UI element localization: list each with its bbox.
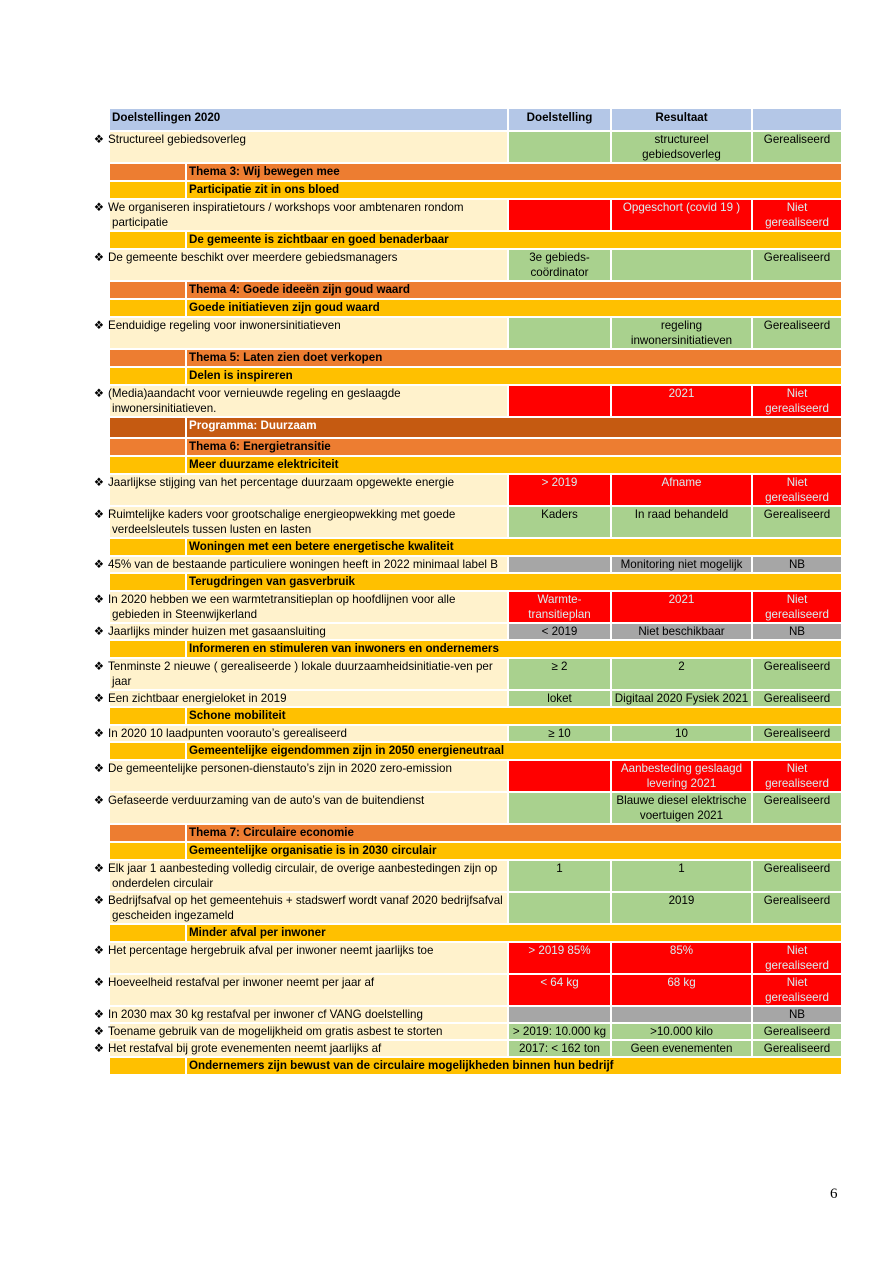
- result-cell: 2019: [612, 893, 751, 923]
- column-header-resultaat: Resultaat: [612, 109, 751, 130]
- subtheme-heading-row: [110, 843, 841, 859]
- subtheme-heading-row: [110, 300, 841, 316]
- goal-text: Jaarlijkse stijging van het percentage duurzaam opgewekte energie: [108, 476, 455, 489]
- goal-description: [93, 691, 507, 706]
- bullet-icon: ❖: [93, 944, 105, 957]
- table-row: [110, 132, 841, 162]
- goal-description: [93, 761, 507, 791]
- goal-text: Gefaseerde verduurzaming van de auto’s van de buitendienst: [108, 794, 425, 807]
- goal-description: [93, 557, 507, 572]
- goal-text: Eenduidige regeling voor inwonersinitiatieven: [108, 319, 341, 332]
- heading-spacer: [110, 708, 185, 724]
- goal-description: [93, 475, 507, 505]
- target-value-cell: > 2019: [509, 475, 610, 505]
- bullet-icon: ❖: [93, 558, 105, 571]
- bullet-icon: ❖: [93, 625, 105, 638]
- goal-description: [93, 592, 507, 622]
- bullet-icon: ❖: [93, 794, 105, 807]
- status-cell: Gerealiseerd: [753, 726, 841, 741]
- heading-label: Terugdringen van gasverbruik: [187, 574, 841, 590]
- table-row: [110, 1024, 841, 1039]
- goal-text: Structureel gebiedsoverleg: [108, 133, 246, 146]
- goal-description: [93, 893, 507, 923]
- result-cell: 68 kg: [612, 975, 751, 1005]
- bullet-icon: ❖: [93, 251, 105, 264]
- table-body: [93, 109, 841, 1074]
- status-cell: NB: [753, 624, 841, 639]
- subtheme-heading-row: [110, 368, 841, 384]
- heading-label: Informeren en stimuleren van inwoners en ondernemers: [187, 641, 841, 657]
- goal-description: [93, 1007, 507, 1022]
- doelstellingen-table: [93, 107, 843, 1076]
- result-cell: [612, 1007, 751, 1022]
- heading-spacer: [110, 232, 185, 248]
- result-cell: 85%: [612, 943, 751, 973]
- page-number: 6: [830, 1186, 838, 1202]
- status-cell: NB: [753, 1007, 841, 1022]
- target-value-cell: Warmte-transitieplan: [509, 592, 610, 622]
- target-value-cell: > 2019 85%: [509, 943, 610, 973]
- program-heading-row: [110, 418, 841, 437]
- heading-spacer: [110, 925, 185, 941]
- goal-description: [93, 975, 507, 1005]
- subtheme-heading-row: [110, 539, 841, 555]
- bullet-icon: ❖: [93, 319, 105, 332]
- goal-text: Ruimtelijke kaders voor grootschalige energieopwekking met goede verdeelsleutels tussen lusten en lasten: [108, 508, 456, 536]
- table-row: [110, 761, 841, 791]
- status-cell: Niet gerealiseerd: [753, 975, 841, 1005]
- heading-spacer: [110, 350, 185, 366]
- goal-description: [93, 659, 507, 689]
- heading-label: Thema 3: Wij bewegen mee: [187, 164, 841, 180]
- heading-label: Delen is inspireren: [187, 368, 841, 384]
- result-cell: Niet beschikbaar: [612, 624, 751, 639]
- heading-spacer: [110, 439, 185, 455]
- goal-text: Hoeveelheid restafval per inwoner neemt per jaar af: [108, 976, 375, 989]
- goal-description: [93, 318, 507, 348]
- target-value-cell: [509, 318, 610, 348]
- bullet-icon: ❖: [93, 727, 105, 740]
- result-cell: 2021: [612, 386, 751, 416]
- target-value-cell: [509, 761, 610, 791]
- goal-text: In 2020 10 laadpunten voorauto’s gerealiseerd: [108, 727, 347, 740]
- table-row: [110, 793, 841, 823]
- heading-label: De gemeente is zichtbaar en goed benaderbaar: [187, 232, 841, 248]
- status-cell: Gerealiseerd: [753, 318, 841, 348]
- subtheme-heading-row: [110, 574, 841, 590]
- goal-text: Tenminste 2 nieuwe ( gerealiseerde ) lokale duurzaamheidsinitiatie-ven per jaar: [108, 660, 493, 688]
- result-cell: Monitoring niet mogelijk: [612, 557, 751, 572]
- table-row: [110, 624, 841, 639]
- status-cell: Gerealiseerd: [753, 793, 841, 823]
- status-cell: Gerealiseerd: [753, 691, 841, 706]
- goal-description: [93, 943, 507, 973]
- table-row: [110, 557, 841, 572]
- goal-description: [93, 793, 507, 823]
- subtheme-heading-row: [110, 182, 841, 198]
- subtheme-heading-row: [110, 1058, 841, 1074]
- goal-text: Bedrijfsafval op het gemeentehuis + stadswerf wordt vanaf 2020 bedrijfsafval gescheiden ingezameld: [108, 894, 503, 922]
- target-value-cell: [509, 793, 610, 823]
- target-value-cell: [509, 1007, 610, 1022]
- result-cell: Blauwe diesel elektrische voertuigen 2021: [612, 793, 751, 823]
- status-cell: Gerealiseerd: [753, 861, 841, 891]
- table-row: [110, 200, 841, 230]
- theme-heading-row: [110, 350, 841, 366]
- heading-label: Thema 5: Laten zien doet verkopen: [187, 350, 841, 366]
- heading-spacer: [110, 743, 185, 759]
- table-row: [110, 691, 841, 706]
- heading-spacer: [110, 300, 185, 316]
- goal-text: De gemeentelijke personen-dienstauto’s zijn in 2020 zero-emission: [108, 762, 452, 775]
- result-cell: 2: [612, 659, 751, 689]
- heading-spacer: [110, 182, 185, 198]
- heading-label: Thema 4: Goede ideeën zijn goud waard: [187, 282, 841, 298]
- table-row: [110, 1041, 841, 1056]
- table-row: [110, 726, 841, 741]
- bullet-icon: ❖: [93, 894, 105, 907]
- target-value-cell: Kaders: [509, 507, 610, 537]
- goal-text: Toename gebruik van de mogelijkheid om gratis asbest te storten: [108, 1025, 443, 1038]
- result-cell: 2021: [612, 592, 751, 622]
- subtheme-heading-row: [110, 743, 841, 759]
- goal-text: Een zichtbaar energieloket in 2019: [108, 692, 287, 705]
- heading-spacer: [110, 539, 185, 555]
- result-cell: Geen evenementen: [612, 1041, 751, 1056]
- bullet-icon: ❖: [93, 387, 105, 400]
- goal-text: We organiseren inspiratietours / workshops voor ambtenaren rondom participatie: [108, 201, 464, 229]
- status-cell: Niet gerealiseerd: [753, 761, 841, 791]
- result-cell: 10: [612, 726, 751, 741]
- heading-label: Thema 6: Energietransitie: [187, 439, 841, 455]
- status-cell: Niet gerealiseerd: [753, 475, 841, 505]
- table-row: [110, 893, 841, 923]
- heading-label: Thema 7: Circulaire economie: [187, 825, 841, 841]
- bullet-icon: ❖: [93, 1008, 105, 1021]
- goal-text: De gemeente beschikt over meerdere gebiedsmanagers: [108, 251, 398, 264]
- subtheme-heading-row: [110, 641, 841, 657]
- column-header-status: [753, 109, 841, 130]
- heading-label: Participatie zit in ons bloed: [187, 182, 841, 198]
- bullet-icon: ❖: [93, 660, 105, 673]
- target-value-cell: > 2019: 10.000 kg: [509, 1024, 610, 1039]
- heading-spacer: [110, 641, 185, 657]
- theme-heading-row: [110, 439, 841, 455]
- result-cell: Aanbesteding geslaagd levering 2021: [612, 761, 751, 791]
- status-cell: Gerealiseerd: [753, 507, 841, 537]
- heading-label: Schone mobiliteit: [187, 708, 841, 724]
- heading-spacer: [110, 282, 185, 298]
- result-cell: [612, 250, 751, 280]
- goal-description: [93, 1041, 507, 1056]
- result-cell: Opgeschort (covid 19 ): [612, 200, 751, 230]
- status-cell: Niet gerealiseerd: [753, 592, 841, 622]
- target-value-cell: < 64 kg: [509, 975, 610, 1005]
- goal-text: In 2020 hebben we een warmtetransitieplan op hoofdlijnen voor alle gebieden in Steenwijkerland: [108, 593, 456, 621]
- heading-label: Programma: Duurzaam: [187, 418, 841, 437]
- subtheme-heading-row: [110, 708, 841, 724]
- heading-label: Minder afval per inwoner: [187, 925, 841, 941]
- target-value-cell: [509, 557, 610, 572]
- heading-spacer: [110, 457, 185, 473]
- goal-description: [93, 132, 507, 162]
- result-cell: In raad behandeld: [612, 507, 751, 537]
- status-cell: Gerealiseerd: [753, 250, 841, 280]
- heading-label: Gemeentelijke eigendommen zijn in 2050 energieneutraal: [187, 743, 841, 759]
- table-row: [110, 943, 841, 973]
- target-value-cell: ≥ 2: [509, 659, 610, 689]
- target-value-cell: < 2019: [509, 624, 610, 639]
- heading-spacer: [110, 1058, 185, 1074]
- goal-description: [93, 507, 507, 537]
- goal-text: In 2030 max 30 kg restafval per inwoner cf VANG doelstelling: [108, 1008, 423, 1021]
- bullet-icon: ❖: [93, 692, 105, 705]
- bullet-icon: ❖: [93, 862, 105, 875]
- heading-label: Meer duurzame elektriciteit: [187, 457, 841, 473]
- subtheme-heading-row: [110, 457, 841, 473]
- column-header-title: Doelstellingen 2020: [110, 109, 507, 130]
- bullet-icon: ❖: [93, 508, 105, 521]
- heading-spacer: [110, 418, 185, 437]
- heading-spacer: [110, 843, 185, 859]
- status-cell: Gerealiseerd: [753, 132, 841, 162]
- table-row: [110, 318, 841, 348]
- goal-text: Jaarlijks minder huizen met gasaansluiting: [108, 625, 326, 638]
- table-row: [110, 592, 841, 622]
- goal-text: (Media)aandacht voor vernieuwde regeling en geslaagde inwonersinitiatieven.: [108, 387, 401, 415]
- goal-text: Elk jaar 1 aanbesteding volledig circulair, de overige aanbestedingen zijn op onderdelen circulair: [108, 862, 498, 890]
- goal-text: Het percentage hergebruik afval per inwoner neemt jaarlijks toe: [108, 944, 434, 957]
- subtheme-heading-row: [110, 925, 841, 941]
- heading-spacer: [110, 825, 185, 841]
- goal-description: [93, 250, 507, 280]
- result-cell: structureel gebiedsoverleg: [612, 132, 751, 162]
- goal-description: [93, 1024, 507, 1039]
- theme-heading-row: [110, 825, 841, 841]
- bullet-icon: ❖: [93, 476, 105, 489]
- status-cell: Gerealiseerd: [753, 893, 841, 923]
- heading-spacer: [110, 574, 185, 590]
- table-row: [110, 861, 841, 891]
- status-cell: NB: [753, 557, 841, 572]
- target-value-cell: ≥ 10: [509, 726, 610, 741]
- theme-heading-row: [110, 164, 841, 180]
- heading-spacer: [110, 164, 185, 180]
- subtheme-heading-row: [110, 232, 841, 248]
- heading-label: Ondernemers zijn bewust van de circulaire mogelijkheden binnen hun bedrijf: [187, 1058, 841, 1074]
- table-row: [110, 975, 841, 1005]
- heading-spacer: [110, 368, 185, 384]
- bullet-icon: ❖: [93, 762, 105, 775]
- status-cell: Gerealiseerd: [753, 1024, 841, 1039]
- target-value-cell: 1: [509, 861, 610, 891]
- bullet-icon: ❖: [93, 1025, 105, 1038]
- status-cell: Niet gerealiseerd: [753, 200, 841, 230]
- header-row: [110, 109, 841, 130]
- bullet-icon: ❖: [93, 593, 105, 606]
- status-cell: Niet gerealiseerd: [753, 386, 841, 416]
- table-row: [110, 659, 841, 689]
- target-value-cell: [509, 200, 610, 230]
- table-row: [110, 250, 841, 280]
- heading-label: Woningen met een betere energetische kwaliteit: [187, 539, 841, 555]
- goal-text: Het restafval bij grote evenementen neemt jaarlijks af: [108, 1042, 382, 1055]
- heading-label: Goede initiatieven zijn goud waard: [187, 300, 841, 316]
- heading-label: Gemeentelijke organisatie is in 2030 circulair: [187, 843, 841, 859]
- target-value-cell: 3e gebieds-coördinator: [509, 250, 610, 280]
- target-value-cell: [509, 893, 610, 923]
- column-header-doelstelling: Doelstelling: [509, 109, 610, 130]
- result-cell: 1: [612, 861, 751, 891]
- bullet-icon: ❖: [93, 976, 105, 989]
- target-value-cell: [509, 386, 610, 416]
- result-cell: >10.000 kilo: [612, 1024, 751, 1039]
- result-cell: Afname: [612, 475, 751, 505]
- bullet-icon: ❖: [93, 133, 105, 146]
- goal-description: [93, 386, 507, 416]
- table-row: [110, 1007, 841, 1022]
- target-value-cell: 2017: < 162 ton: [509, 1041, 610, 1056]
- status-cell: Niet gerealiseerd: [753, 943, 841, 973]
- goal-text: 45% van de bestaande particuliere woningen heeft in 2022 minimaal label B: [108, 558, 498, 571]
- goal-description: [93, 861, 507, 891]
- goal-description: [93, 624, 507, 639]
- result-cell: regeling inwonersinitiatieven: [612, 318, 751, 348]
- table-row: [110, 475, 841, 505]
- goal-description: [93, 200, 507, 230]
- goal-description: [93, 726, 507, 741]
- bullet-icon: ❖: [93, 201, 105, 214]
- target-value-cell: loket: [509, 691, 610, 706]
- table-row: [110, 507, 841, 537]
- target-value-cell: [509, 132, 610, 162]
- status-cell: Gerealiseerd: [753, 1041, 841, 1056]
- status-cell: Gerealiseerd: [753, 659, 841, 689]
- result-cell: Digitaal 2020 Fysiek 2021: [612, 691, 751, 706]
- bullet-icon: ❖: [93, 1042, 105, 1055]
- table-row: [110, 386, 841, 416]
- theme-heading-row: [110, 282, 841, 298]
